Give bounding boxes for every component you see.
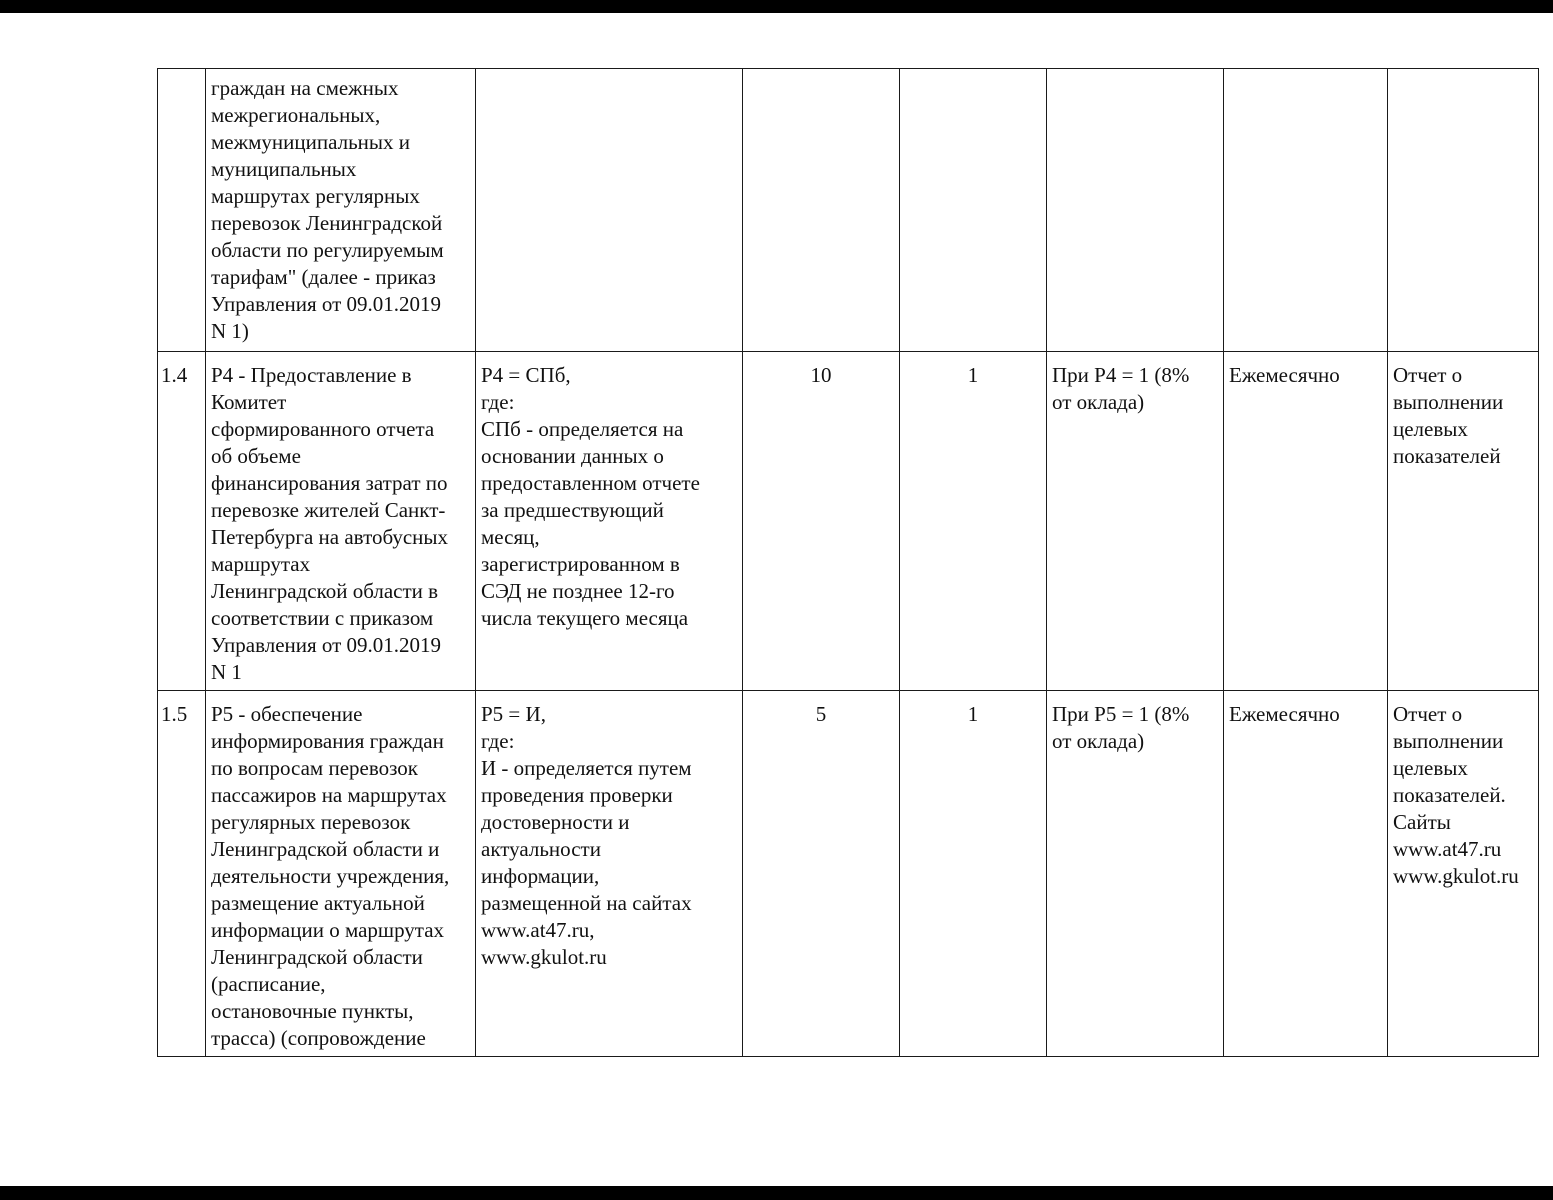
weight-value: 10: [743, 352, 900, 691]
periodicity: Ежемесячно: [1224, 352, 1388, 691]
calculation-formula: [476, 69, 743, 352]
periodicity: Ежемесячно: [1224, 691, 1388, 1057]
scan-border-top: [0, 0, 1553, 13]
row-number: 1.5: [158, 691, 206, 1057]
report-source: Отчет о выполнении целевых показателей. Сайты www.at47.ru www.gkulot.ru: [1388, 691, 1539, 1057]
report-source: Отчет о выполнении целевых показателей: [1388, 352, 1539, 691]
bonus-condition: [1047, 69, 1224, 352]
target-value: [900, 69, 1047, 352]
weight-value: 5: [743, 691, 900, 1057]
row-number: [158, 69, 206, 352]
scan-border-bottom: [0, 1186, 1553, 1200]
table-row: [158, 352, 1539, 691]
table-row: [158, 69, 1539, 352]
target-value: 1: [900, 691, 1047, 1057]
indicator-description: граждан на смежных межрегиональных, межмуниципальных и муниципальных маршрутах регулярных перевозок Ленинградской области по регулируемым тарифам" (далее - приказ Управления от 09.01.2019 N 1): [206, 69, 476, 352]
row-number: 1.4: [158, 352, 206, 691]
bonus-condition: При P4 = 1 (8% от оклада): [1047, 352, 1224, 691]
bonus-condition: При P5 = 1 (8% от оклада): [1047, 691, 1224, 1057]
table-row: [158, 691, 1539, 1057]
report-source: [1388, 69, 1539, 352]
indicators-table: [157, 68, 1539, 1057]
calculation-formula: P5 = И, где: И - определяется путем проведения проверки достоверности и актуальности информации, размещенной на сайтах www.at47.ru, www.gkulot.ru: [476, 691, 743, 1057]
indicator-description: P4 - Предоставление в Комитет сформированного отчета об объеме финансирования затрат по перевозке жителей Санкт- Петербурга на автобусных маршрутах Ленинградской области в соответствии с приказом Управления от 09.01.2019 N 1: [206, 352, 476, 691]
indicator-description: P5 - обеспечение информирования граждан по вопросам перевозок пассажиров на маршрутах регулярных перевозок Ленинградской области и деятельности учреждения, размещение актуальной информации о маршрутах Ленинградской области (расписание, остановочные пункты, трасса) (сопровождение: [206, 691, 476, 1057]
weight-value: [743, 69, 900, 352]
periodicity: [1224, 69, 1388, 352]
calculation-formula: P4 = СПб, где: СПб - определяется на основании данных о предоставленном отчете за предшествующий месяц, зарегистрированном в СЭД не позднее 12-го числа текущего месяца: [476, 352, 743, 691]
target-value: 1: [900, 352, 1047, 691]
